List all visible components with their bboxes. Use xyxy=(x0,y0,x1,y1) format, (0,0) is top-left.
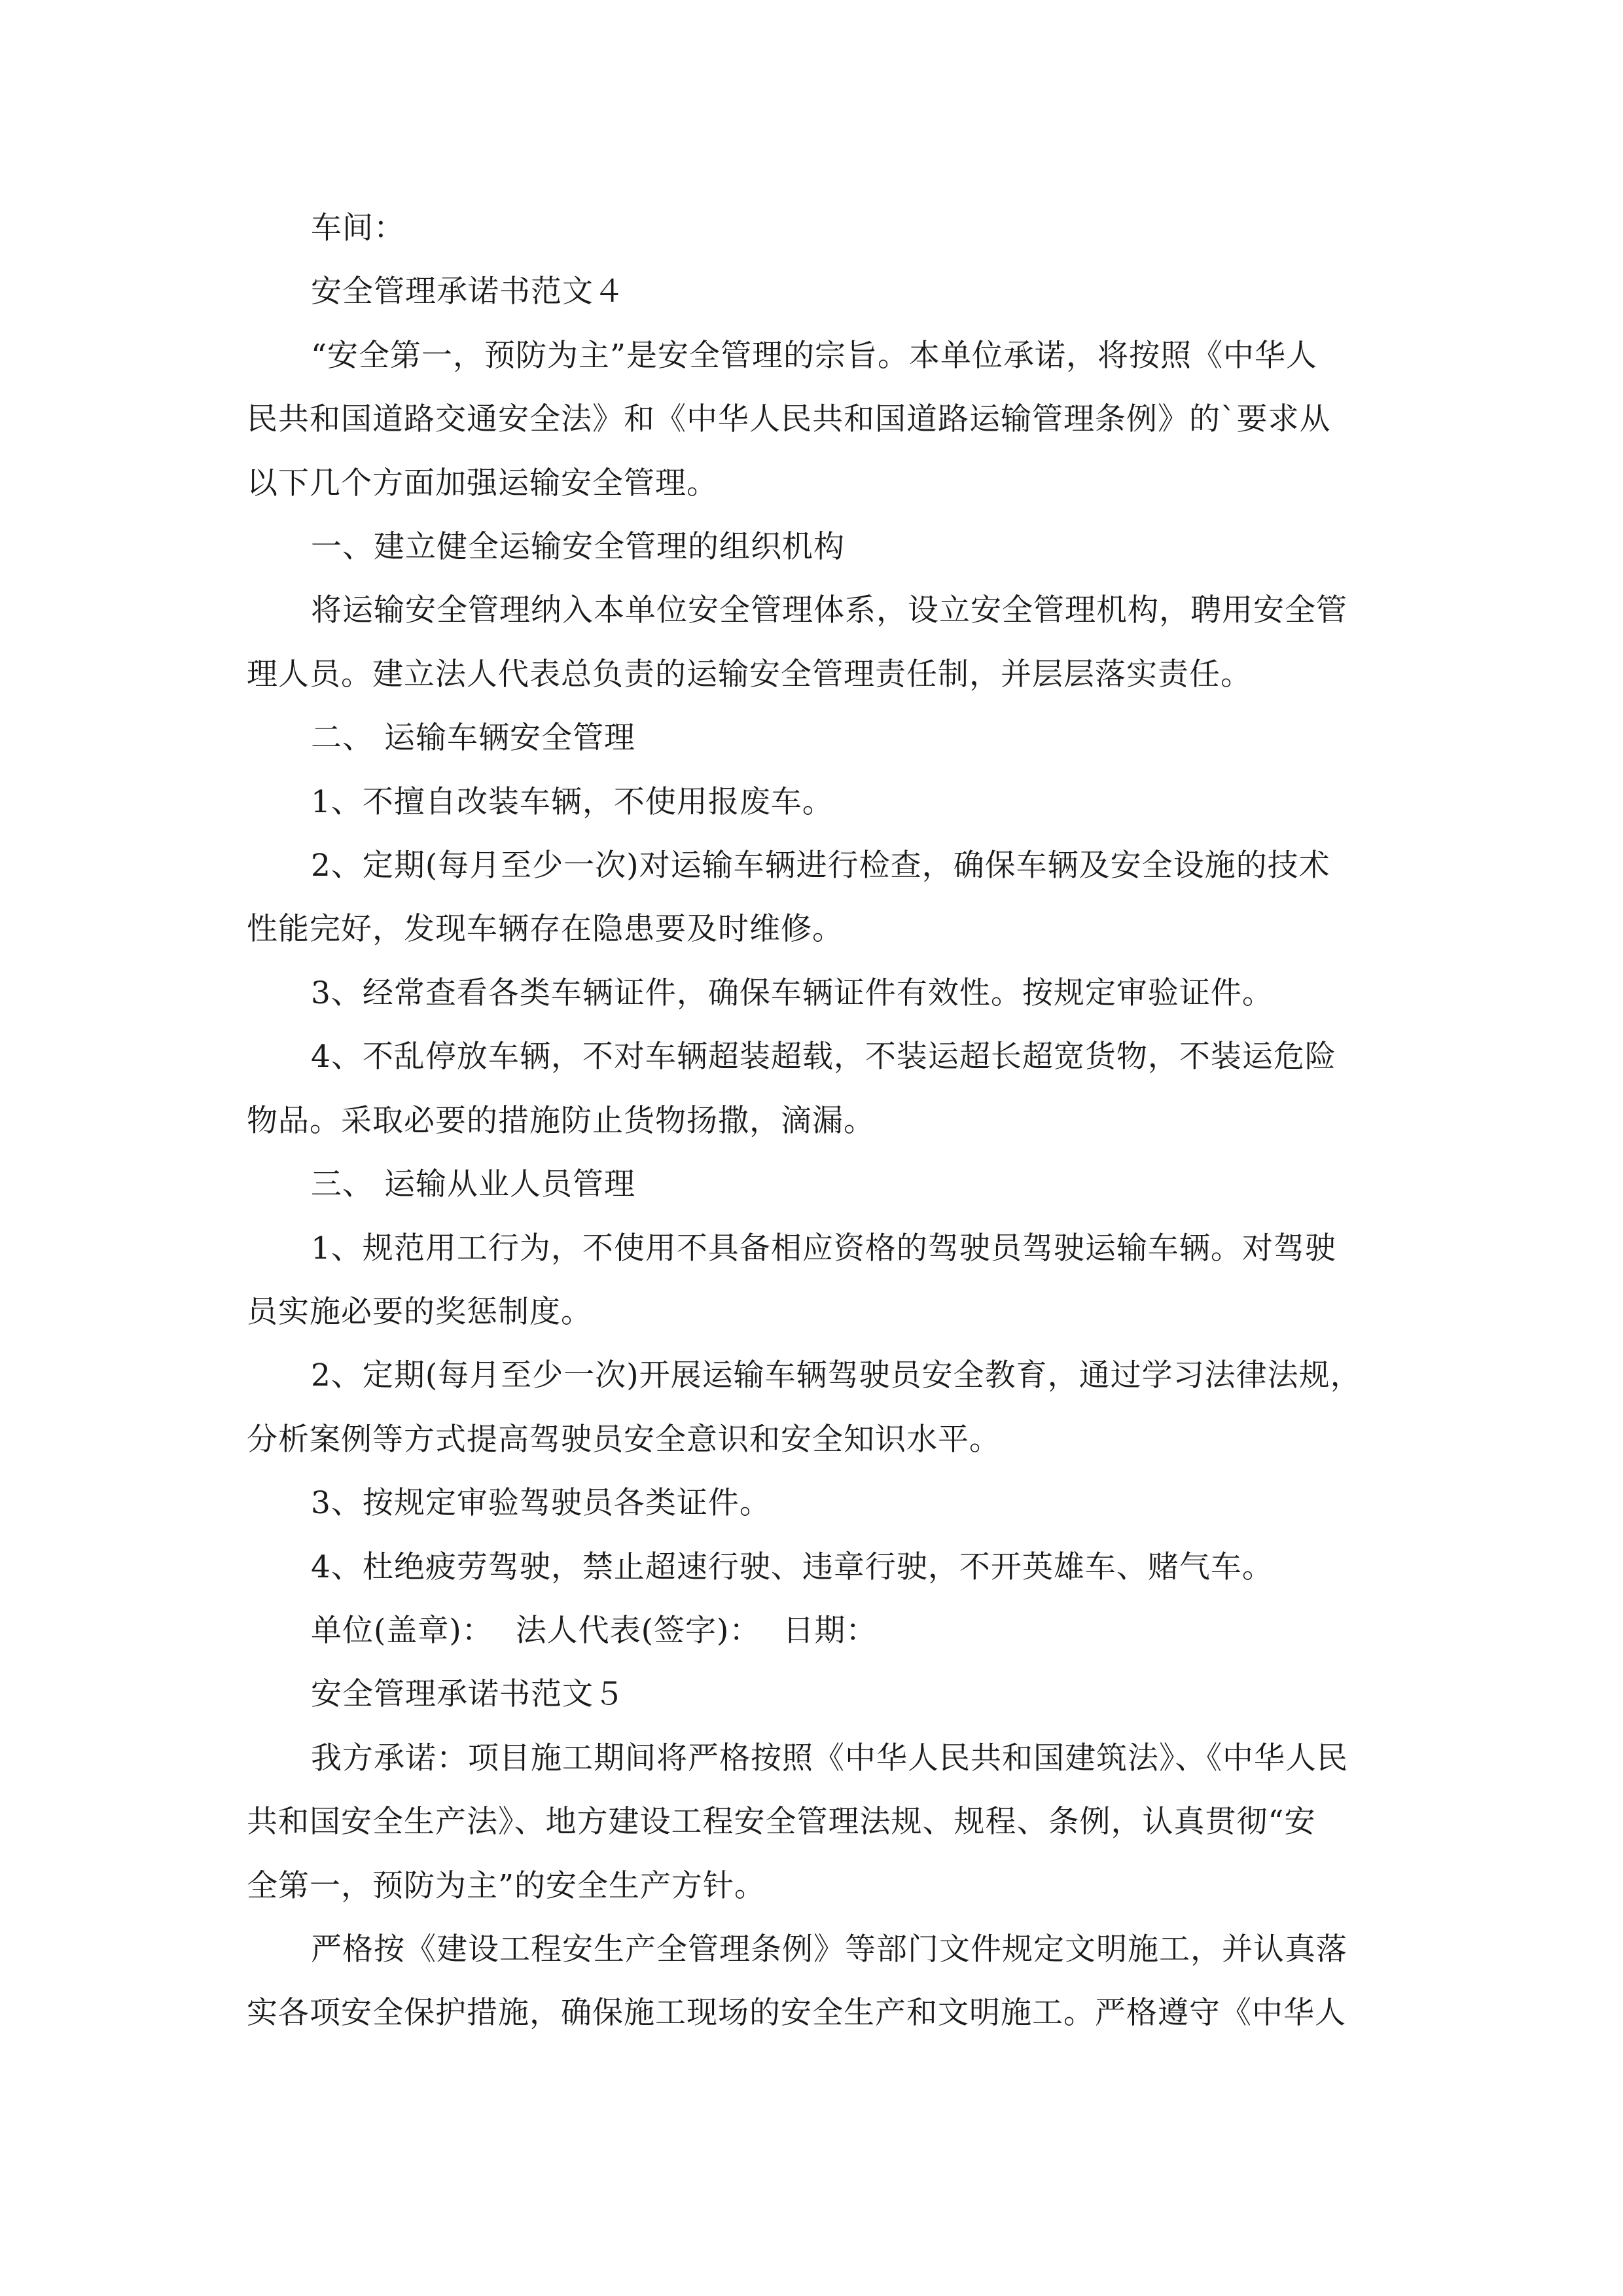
paragraph-line: 以下几个方面加强运输安全管理。 xyxy=(247,465,718,501)
paragraph-line: 严格按《建设工程安生产全管理条例》等部门文件规定文明施工，并认真落 xyxy=(311,1931,1347,1967)
list-item: 4、不乱停放车辆，不对车辆超装超载，不装运超长超宽货物，不装运危险 xyxy=(311,1039,1336,1075)
list-item: 3、经常查看各类车辆证件，确保车辆证件有效性。按规定审验证件。 xyxy=(311,975,1274,1011)
heading-one: 一、建立健全运输安全管理的组织机构 xyxy=(311,529,845,565)
paragraph-line: 共和国安全生产法》、地方建设工程安全管理法规、规程、条例，认真贯彻“安 xyxy=(247,1804,1316,1840)
list-item: 1、规范用工行为，不使用不具备相应资格的驾驶员驾驶运输车辆。对驾驶 xyxy=(311,1230,1336,1266)
list-item: 4、杜绝疲劳驾驶，禁止超速行驶、违章行驶，不开英雄车、赌气车。 xyxy=(311,1549,1274,1585)
paragraph-line: 员实施必要的奖惩制度。 xyxy=(247,1293,592,1330)
paragraph-line: 分析案例等方式提高驾驶员安全意识和安全知识水平。 xyxy=(247,1421,1001,1458)
list-item: 3、按规定审验驾驶员各类证件。 xyxy=(311,1485,771,1522)
paragraph-line: 民共和国道路交通安全法》和《中华人民共和国道路运输管理条例》的`要求从 xyxy=(247,401,1331,438)
paragraph-line: 性能完好，发现车辆存在隐患要及时维修。 xyxy=(247,911,844,948)
legal-rep-signature-label: 法人代表(签字)： xyxy=(515,1612,761,1649)
paragraph-line: 将运输安全管理纳入本单位安全管理体系，设立安全管理机构，聘用安全管 xyxy=(311,592,1347,629)
section-title-5: 安全管理承诺书范文５ xyxy=(311,1676,625,1713)
date-label: 日期： xyxy=(783,1612,878,1649)
signature-line xyxy=(247,1599,1376,1662)
document-body xyxy=(247,196,1376,2045)
paragraph-line: “安全第一，预防为主”是安全管理的宗旨。本单位承诺，将按照《中华人 xyxy=(311,337,1318,374)
paragraph-line: 实各项安全保护措施，确保施工现场的安全生产和文明施工。严格遵守《中华人 xyxy=(247,1995,1346,2032)
list-item: 2、定期(每月至少一次)对运输车辆进行检查，确保车辆及安全设施的技术 xyxy=(311,848,1330,884)
list-item: 1、不擅自改装车辆，不使用报废车。 xyxy=(311,783,834,820)
section-title-4: 安全管理承诺书范文４ xyxy=(311,274,625,310)
paragraph-line: 物品。采取必要的措施防止货物扬撒，滴漏。 xyxy=(247,1102,875,1139)
heading-two: 二、 运输车辆安全管理 xyxy=(311,720,635,757)
paragraph-line: 理人员。建立法人代表总负责的运输安全管理责任制，并层层落实责任。 xyxy=(247,656,1252,692)
unit-seal-label: 单位(盖章)： xyxy=(311,1612,493,1649)
paragraph-line: 全第一，预防为主”的安全生产方针。 xyxy=(247,1867,766,1904)
heading-three: 三、 运输从业人员管理 xyxy=(311,1166,635,1203)
paragraph-line: 我方承诺：项目施工期间将严格按照《中华人民共和国建筑法》、《中华人民 xyxy=(311,1740,1348,1776)
workshop-label: 车间： xyxy=(311,210,405,246)
list-item: 2、定期(每月至少一次)开展运输车辆驾驶员安全教育，通过学习法律法规， xyxy=(311,1357,1362,1394)
